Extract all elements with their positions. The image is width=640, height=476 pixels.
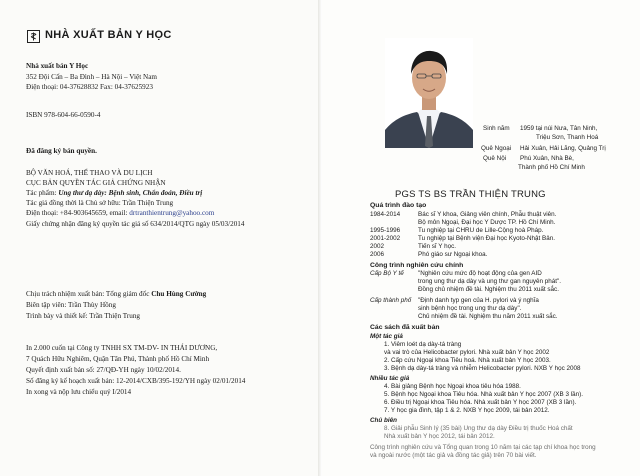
bio-born-label: Sinh năm	[483, 125, 510, 132]
training-row: 1995-1996 Tu nghiệp tại CHRU de Lille-Cộng hoà Pháp.	[370, 227, 544, 234]
book-item: 8. Giải phẫu Sinh lý (35 bài) Ung thư dạ dày Điều trị thuốc Hoá chất	[384, 425, 573, 432]
department: CỤC BẢN QUYỀN TÁC GIẢ CHỨNG NHẬN	[26, 179, 166, 187]
training-heading: Quá trình đào tạo	[370, 202, 427, 209]
author-line: Tác giả đồng thời là Chủ sở hữu: Trần Thiện Trung	[26, 199, 174, 207]
multi-author-heading: Nhiều tác giả	[370, 375, 410, 382]
research-line: Chủ nhiệm đề tài. Nghiệm thu năm 2011 xuất sắc.	[418, 313, 558, 320]
print-line: 7 Quách Hữu Nghiêm, Quận Tân Phú, Thành phố Hồ Chí Minh	[26, 355, 210, 363]
training-row: 2006 Phó giáo sư Ngoại khoa.	[370, 251, 488, 258]
contact-line: Điện thoại: +84-903645659, email: drtranthientrung@yahoo.com	[26, 209, 215, 217]
book-item: 2. Cấp cứu Ngoại khoa Tiêu hoá. Nhà xuất bản Y học 2003.	[384, 357, 551, 364]
editor-line: Biên tập viên: Trần Thùy Hồng	[26, 301, 116, 309]
book-item: và vai trò của Helicobacter pylori. Nhà xuất bản Y học 2002	[384, 349, 550, 356]
book-item: 5. Bệnh học Ngoại khoa Tiêu hóa. Nhà xuất bản Y học 2007 (XB 3 lần).	[384, 391, 583, 398]
bio-native-value: Phú Xuân, Nhà Bè,	[520, 155, 574, 162]
print-line: Quyết định xuất bản số: 27/QĐ-YH ngày 10/02/2014.	[26, 366, 181, 374]
bio-hometown-value: Hải Xuân, Hải Lăng, Quảng Trị	[520, 145, 606, 152]
publisher-name: NHÀ XUẤT BẢN Y HỌC	[45, 29, 172, 41]
work-line: Tác phẩm: Ung thư dạ dày: Bệnh sinh, Chẩn đoán, Điều trị	[26, 189, 203, 197]
research-line: Đồng chủ nhiệm đề tài. Nghiệm thu 2011 xuất sắc.	[418, 286, 559, 293]
research-level: Cấp Bộ Y tế	[370, 270, 404, 277]
publisher-phone: Điện thoại: 04-37628832 Fax: 04-37625923	[26, 83, 153, 91]
isbn: ISBN 978-604-66-0590-4	[26, 111, 101, 119]
training-row: Bộ môn Ngoại, Đại học Y Dược TP. Hồ Chí Minh.	[418, 219, 556, 226]
bio-native-label: Quê Nội	[483, 155, 507, 162]
print-line: In 2.000 cuốn tại Công ty TNHH SX TM-DV- IN THÁI DƯƠNG,	[26, 344, 218, 352]
responsible-name: Chu Hùng Cường	[151, 290, 207, 298]
responsible-line: Chịu trách nhiệm xuất bản: Tổng giám đốc Chu Hùng Cường	[26, 290, 207, 298]
book-item: 1. Viêm loét dạ dày-tá tràng	[384, 341, 462, 348]
bio-hometown-label: Quê Ngoại	[481, 145, 512, 152]
author-name-title: PGS TS BS TRẦN THIỆN TRUNG	[395, 189, 546, 200]
training-row: 1984-2014 Bác sĩ Y khoa, Giảng viên chính, Phẫu thuật viên.	[370, 211, 557, 218]
research-line: trong ung thư dạ dày và ung thư gan nguyên phát".	[418, 278, 562, 285]
editor-heading: Chủ biên	[370, 417, 397, 424]
work-title: Ung thư dạ dày: Bệnh sinh, Chẩn đoán, Điều trị	[58, 189, 203, 197]
training-row: 2002 Tiến sĩ Y học.	[370, 243, 457, 250]
footer-line: Công trình nghiên cứu và Tổng quan trong 10 năm tại các tạp chí khoa học trong	[370, 444, 596, 451]
publisher-logo-icon	[27, 30, 40, 43]
research-line: "Định danh typ gen của H. pylori và ý nghĩa	[418, 297, 539, 304]
publisher-address: 352 Đội Cấn – Ba Đình – Hà Nội – Việt Nam	[26, 73, 157, 81]
book-item: Nhà xuất bản Y học 2012, tái bản 2012.	[384, 433, 495, 440]
bio-born-value: Triệu Sơn, Thanh Hoá	[536, 134, 599, 141]
books-heading: Các sách đã xuất bản	[370, 324, 440, 331]
training-row: 2001-2002 Tu nghiệp tại Bệnh viện Đại học Kyoto-Nhật Bản.	[370, 235, 555, 242]
certificate-line: Giấy chứng nhận đăng ký quyền tác giả số 634/2014/QTG ngày 05/03/2014	[26, 220, 245, 228]
bio-born-value: 1959 tại núi Nưa, Tân Ninh,	[520, 125, 598, 132]
research-heading: Công trình nghiên cứu chính	[370, 262, 464, 269]
copyright-title: Đã đăng ký bản quyền.	[26, 147, 97, 155]
footer-line: và ngoài nước (một tác giả và đồng tác giả) trên 70 bài viết.	[370, 452, 537, 459]
book-item: 7. Y học gia đình, tập 1 & 2. NXB Y học 2009, tái bản 2012.	[384, 407, 550, 414]
ministry: BỘ VĂN HOÁ, THỂ THAO VÀ DU LỊCH	[26, 169, 153, 177]
author-photo	[385, 38, 473, 148]
bio-native-value: Thành phố Hồ Chí Minh	[518, 164, 585, 171]
book-item: 6. Điều trị Ngoại khoa Tiêu hóa. Nhà xuất bản Y học 2007 (XB 3 lần).	[384, 399, 577, 406]
research-line: "Nghiên cứu mức độ hoạt động của gen AID	[418, 270, 542, 277]
research-level: Cấp thành phố	[370, 297, 412, 304]
print-line: Số đăng ký kế hoạch xuất bản: 12-2014/CXB/395-192/YH ngày 02/01/2014	[26, 377, 246, 385]
book-item: 4. Bài giảng Bệnh học Ngoại khoa tiêu hóa 1988.	[384, 383, 521, 390]
designer-line: Trình bày và thiết kế: Trần Thiện Trung	[26, 312, 141, 320]
research-line: sinh bệnh học trong ung thư dạ dày".	[418, 305, 522, 312]
publisher-small: Nhà xuất bản Y Học	[26, 62, 89, 70]
email-link[interactable]: drtranthientrung@yahoo.com	[129, 209, 215, 217]
book-item: 3. Bệnh dạ dày-tá tràng và nhiễm Helicobacter pylori. NXB Y học 2008	[384, 365, 581, 372]
print-line: In xong và nộp lưu chiểu quý I/2014	[26, 388, 132, 396]
single-author-heading: Một tác giả	[370, 333, 403, 340]
